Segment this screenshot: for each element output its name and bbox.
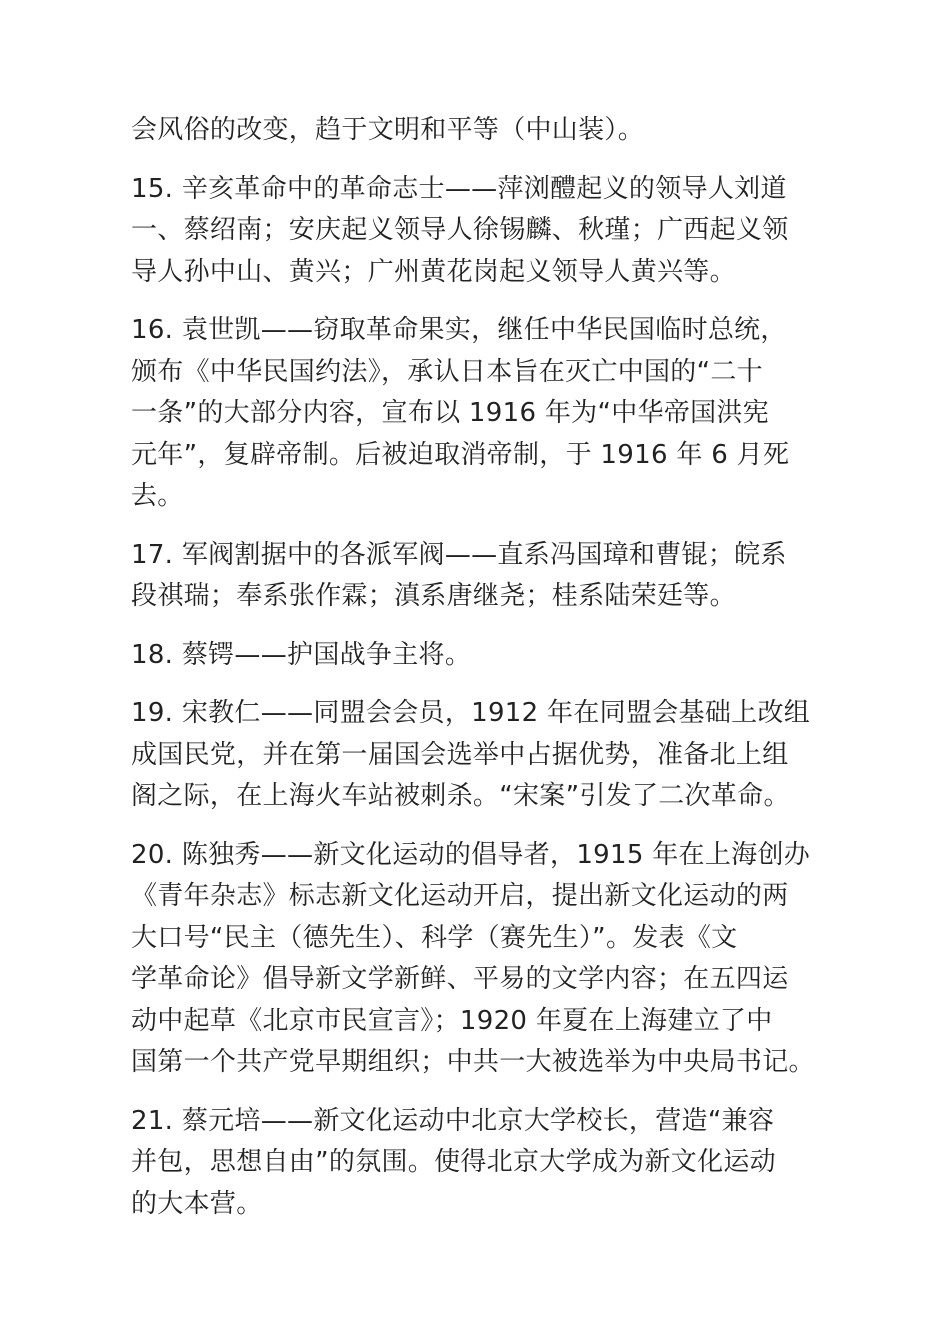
text-line: 颁布《中华民国约法》，承认日本旨在灭亡中国的“二十 — [131, 356, 763, 387]
paragraph-social-customs — [131, 110, 831, 152]
text-line: 会风俗的改变，趋于文明和平等（中山装）。 — [131, 115, 645, 145]
text-line: 成国民党，并在第一届国会选举中占据优势，准备北上组 — [131, 739, 789, 770]
text-line: 21. 蔡元培——新文化运动中北京大学校长，营造“兼容 — [131, 1105, 775, 1136]
paragraph-item-19 — [131, 693, 831, 818]
text-line: 15. 辛亥革命中的革命志士——萍浏醴起义的领导人刘道 — [131, 173, 787, 204]
paragraph-item-18 — [131, 635, 831, 677]
text-line: 并包，思想自由”的氛围。使得北京大学成为新文化运动 — [131, 1147, 776, 1177]
text-line: 一条”的大部分内容，宣布以 1916 年为“中华帝国洪宪 — [131, 398, 770, 428]
text-line: 一、蔡绍南；安庆起义领导人徐锡麟、秋瑾；广西起义领 — [131, 215, 789, 245]
paragraph-item-20 — [131, 835, 831, 1084]
text-line: 动中起草《北京市民宣言》；1920 年夏在上海建立了中 — [131, 1005, 773, 1036]
text-line: 16. 袁世凯——窃取革命果实，继任中华民国临时总统， — [131, 315, 787, 345]
text-line: 国第一个共产党早期组织；中共一大被选举为中央局书记。 — [131, 1047, 815, 1077]
paragraph-item-17 — [131, 535, 831, 618]
text-line: 20. 陈独秀——新文化运动的倡导者，1915 年在上海创办 — [131, 839, 811, 870]
text-line: 的大本营。 — [131, 1188, 263, 1219]
paragraph-item-16 — [131, 310, 831, 518]
text-line: 段祺瑞；奉系张作霖；滇系唐继尧；桂系陆荣廷等。 — [131, 581, 736, 611]
text-line: 元年”，复辟帝制。后被迫取消帝制，于 1916 年 6 月死 — [131, 439, 790, 470]
text-line: 19. 宋教仁——同盟会会员，1912 年在同盟会基础上改组 — [131, 698, 811, 728]
paragraph-item-21 — [131, 1101, 831, 1226]
text-line: 学革命论》倡导新文学新鲜、平易的文学内容；在五四运 — [131, 964, 789, 994]
text-line: 大口号“民主（德先生）、科学（赛先生）”。发表《文 — [131, 922, 738, 953]
text-line: 阁之际，在上海火车站被刺杀。“宋案”引发了二次革命。 — [131, 781, 790, 811]
text-line: 17. 军阀割据中的各派军阀——直系冯国璋和曹锟；皖系 — [131, 539, 787, 570]
text-line: 导人孙中山、黄兴；广州黄花岗起义领导人黄兴等。 — [131, 256, 736, 287]
text-line: 《青年杂志》标志新文化运动开启，提出新文化运动的两 — [131, 881, 789, 911]
document-body — [131, 110, 831, 1242]
text-line: 去。 — [131, 481, 184, 511]
paragraph-item-15 — [131, 169, 831, 294]
text-line: 18. 蔡锷——护国战争主将。 — [131, 639, 472, 670]
